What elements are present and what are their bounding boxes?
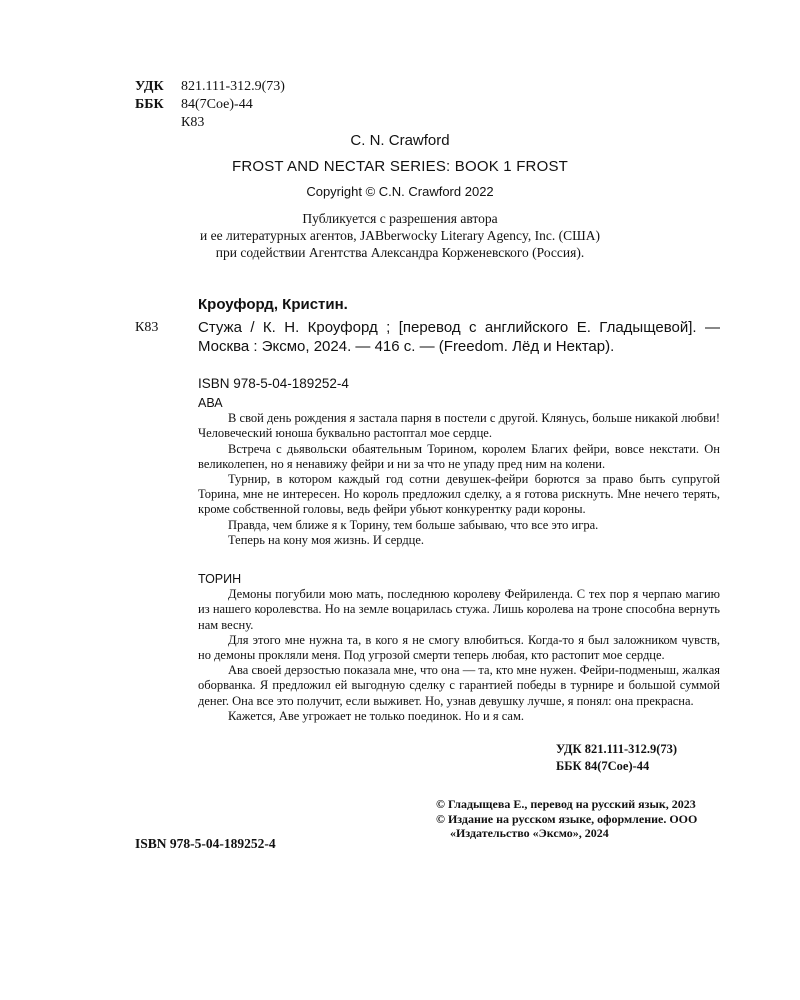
rights-notice: [436, 797, 726, 841]
annotation-paragraph: В свой день рождения я застала парня в постели с другой. Клянусь, больше никакой любви! Человеческий юноша буквально растоптал мое сердце.: [198, 411, 720, 441]
permission-line: и ее литературных агентов, JABberwocky Literary Agency, Inc. (США): [200, 228, 600, 243]
footer-codes: [556, 741, 677, 775]
annotation-paragraph: Правда, чем ближе я к Торину, тем больше забываю, что все это игра.: [228, 517, 599, 532]
annotation-paragraph: Кажется, Аве угрожает не только поединок. Но и я сам.: [228, 708, 524, 723]
annotation-paragraph: Ава своей дерзостью показала мне, что она — та, кто мне нужен. Фейри-подменыш, жалкая оборванка. Я предложил ей выгодную сделку с гарантией победы в турнире и большой суммой денег. Она все это получит, если выживет. Но, узнав девушку лучше, я понял: она прекрасна.: [198, 663, 720, 708]
annotation-paragraph: Турнир, в котором каждый год сотни девушек-фейри борются за право быть супругой Торина, мне не интересен. Но король предложил сделку, а я готова рискнуть. Мне нечего терять, кроме собственной головы, ведь фейри убьют конкурентку ради короны.: [198, 472, 720, 517]
original-author: C. N. Crawford: [350, 132, 450, 149]
bbk-row: [135, 96, 285, 114]
bbk-value: 84(7Сое)-44: [181, 97, 253, 112]
bbk-label: ББК: [135, 97, 164, 112]
bibliographic-author: Кроуфорд, Кристин.: [198, 296, 348, 313]
bibliographic-code: К83: [135, 320, 159, 335]
bibliographic-isbn: ISBN 978-5-04-189252-4: [198, 376, 349, 391]
permission-line: Публикуется с разрешения автора: [302, 211, 498, 226]
bibliographic-entry: Стужа / К. Н. Кроуфорд ; [перевод с английского Е. Гладыщевой]. — Москва : Эксмо, 2024. — 416 с. — (Freedom. Лёд и Нектар).: [198, 319, 720, 355]
footer-udk: УДК 821.111-312.9(73): [556, 742, 678, 756]
footer-isbn: ISBN 978-5-04-189252-4: [135, 836, 276, 851]
annotation-paragraph: Встреча с дьявольски обаятельным Торином, королем Благих фейри, вовсе некстати. Он великолепен, но я ненавижу фейри и ни за что не упаду пред ним на колени.: [198, 441, 720, 471]
annotation-torin: [198, 572, 720, 724]
udk-value: 821.111-312.9(73): [181, 79, 285, 94]
annotation-paragraph: Демоны погубили мою мать, последнюю королеву Фейриленда. С тех пор я черпаю магию из нашего королевства. Но на земле воцарилась стужа. Лишь королева на троне способна вернуть нам весну.: [198, 587, 720, 632]
rights-line: © Издание на русском языке, оформление. ООО «Издательство «Эксмо», 2024: [436, 811, 698, 840]
original-series-title: FROST AND NECTAR SERIES: BOOK 1 FROST: [231, 158, 569, 175]
permission-line: при содействии Агентства Александра Корженевского (Россия).: [215, 245, 585, 260]
udk-label: УДК: [135, 79, 164, 94]
annotation-ava-heading: АВА: [198, 396, 223, 410]
annotation-ava: [198, 396, 720, 548]
rights-line: © Гладыщева Е., перевод на русский язык, 2023: [436, 797, 696, 811]
author-mark: К83: [181, 115, 205, 130]
footer-bbk: ББК 84(7Сое)-44: [556, 759, 650, 773]
udk-row: [135, 78, 285, 96]
annotation-torin-heading: ТОРИН: [198, 572, 242, 586]
classification-codes: [135, 78, 285, 132]
annotation-paragraph: Для этого мне нужна та, в кого я не смогу влюбиться. Когда-то я был заложником чувств, но демоны прокляли меня. Под угрозой смерти теперь любая, кто растопит мое сердце.: [198, 632, 720, 663]
permission-notice: [0, 210, 800, 261]
original-copyright: Copyright © C.N. Crawford 2022: [306, 184, 494, 199]
annotation-paragraph: Теперь на кону моя жизнь. И сердце.: [228, 532, 425, 547]
